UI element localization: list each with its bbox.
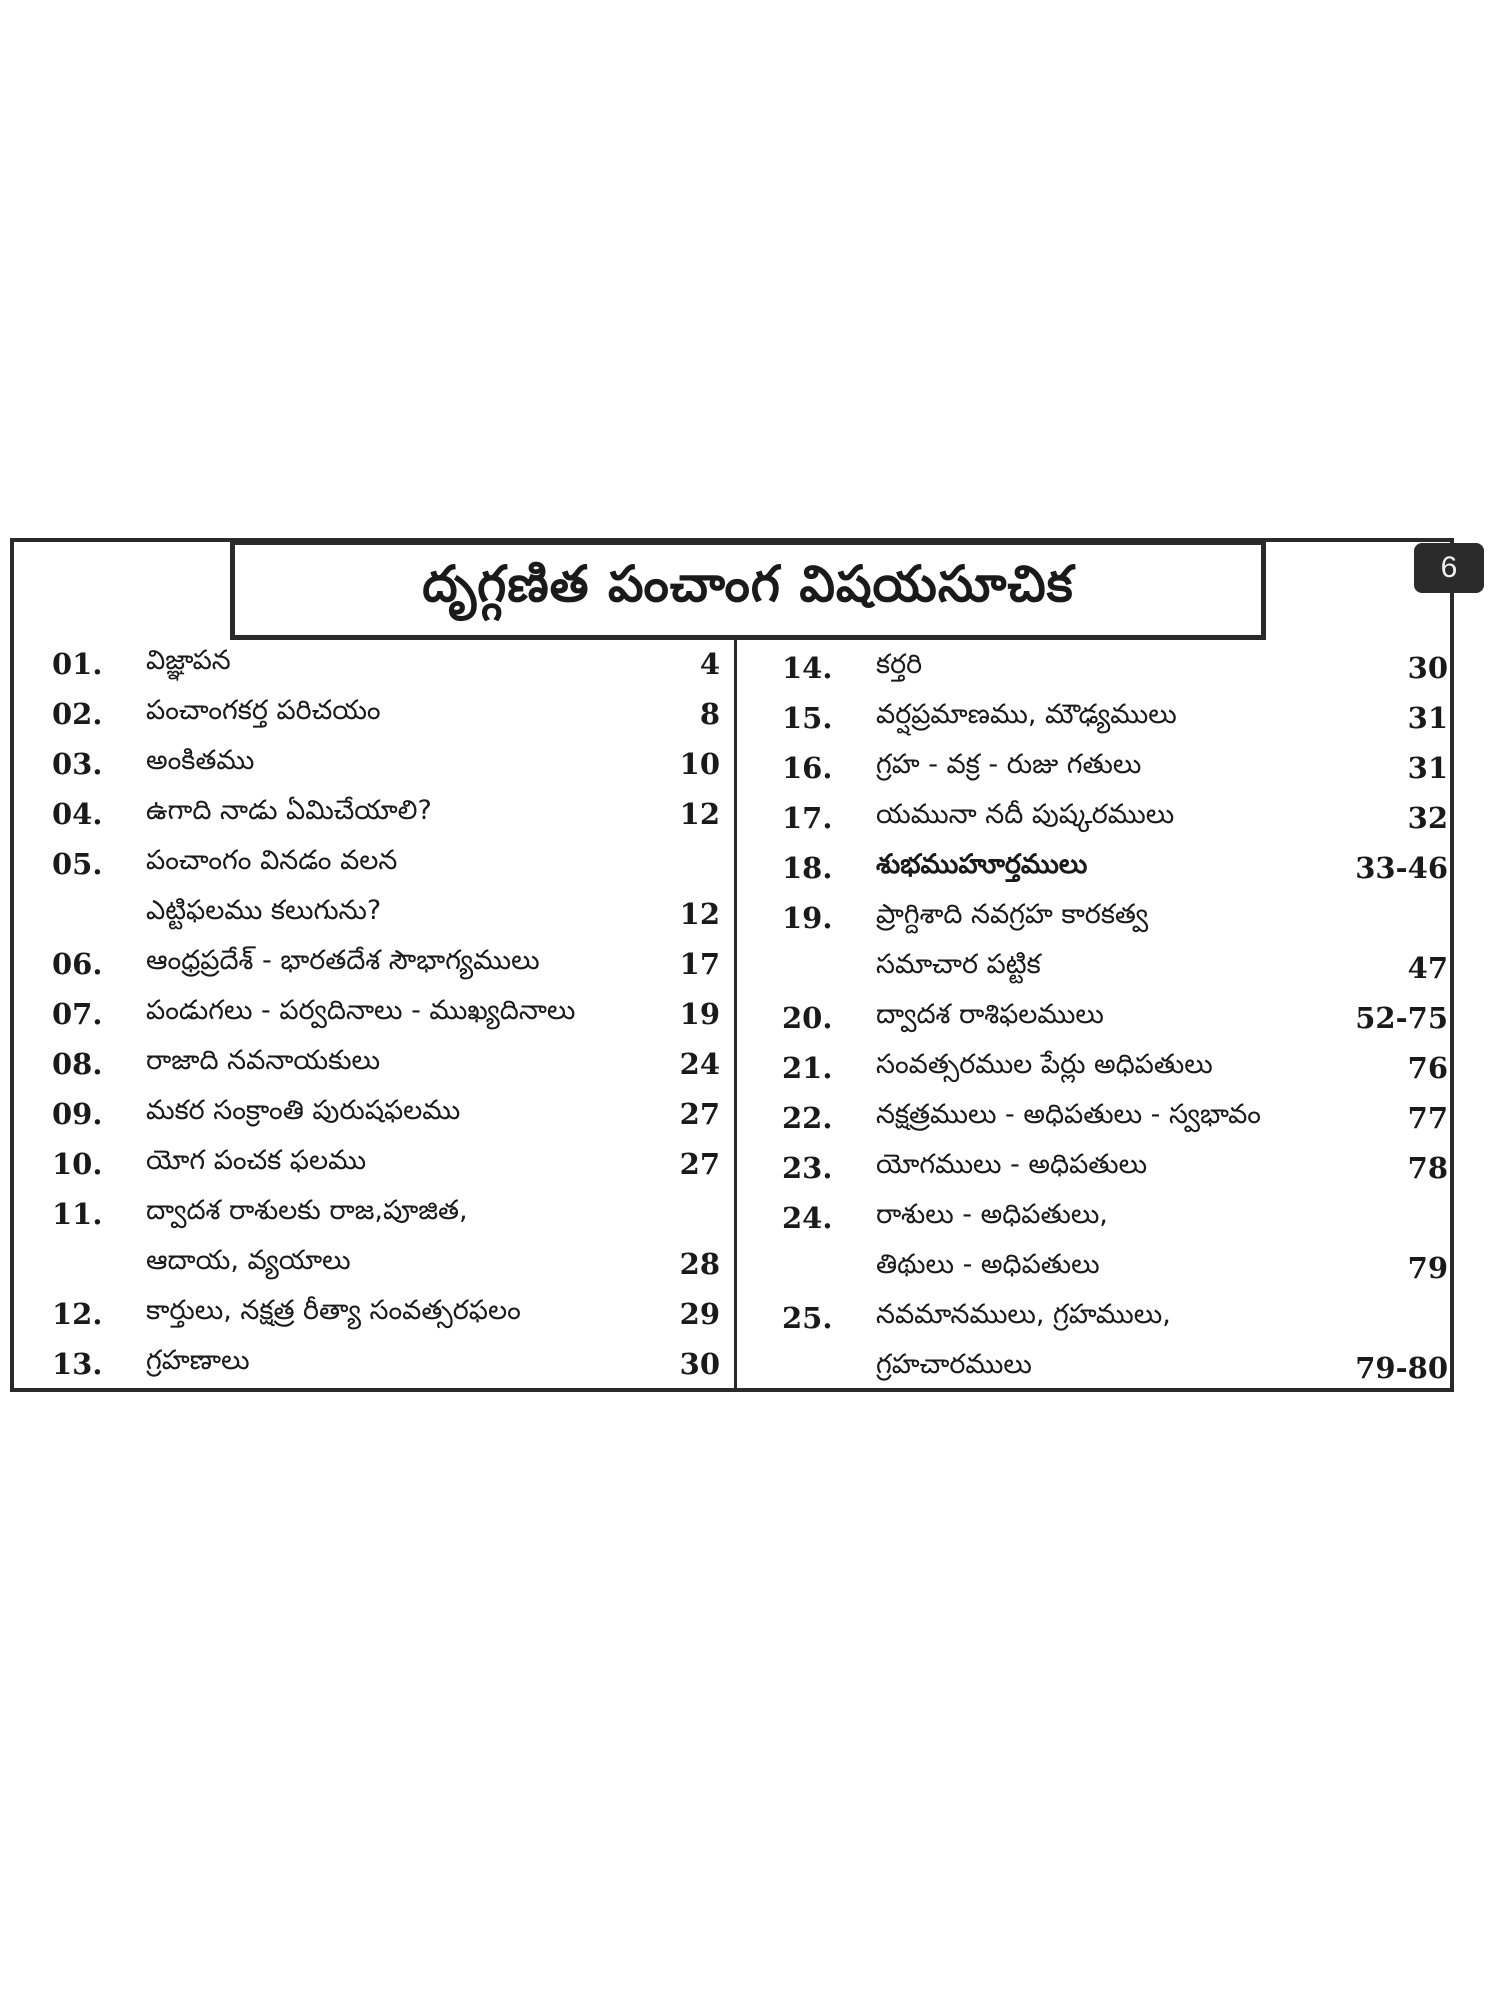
entry-page: 4 — [699, 647, 720, 681]
entry-page: 79-80 — [1355, 1351, 1448, 1385]
entry-page: 12 — [679, 797, 720, 831]
toc-entry — [782, 1094, 1448, 1142]
toc-entry — [782, 994, 1448, 1042]
entry-page: 31 — [1407, 751, 1448, 785]
entry-title: రాశులు - అధిపతులు, — [876, 1199, 1108, 1230]
entry-number: 22. — [782, 1101, 833, 1135]
toc-entry — [782, 1244, 1448, 1292]
toc-entry — [782, 644, 1448, 692]
entry-title: వర్షప్రమాణము, మౌఢ్యములు — [876, 699, 1177, 730]
entry-number: 18. — [782, 851, 833, 885]
entry-page: 78 — [1407, 1151, 1448, 1185]
toc-entry — [52, 1040, 720, 1088]
toc-entry — [52, 690, 720, 738]
toc-entry — [52, 1340, 720, 1388]
entry-title: రాజాది నవనాయకులు — [146, 1045, 381, 1076]
entry-page: 12 — [679, 897, 720, 931]
entry-page: 32 — [1407, 801, 1448, 835]
toc-entry — [782, 944, 1448, 992]
entry-title: ద్వాదశ రాశులకు రాజ,పూజిత, — [146, 1195, 468, 1226]
entry-page: 19 — [679, 997, 720, 1031]
entry-page: 17 — [679, 947, 720, 981]
entry-page: 27 — [679, 1097, 720, 1131]
toc-entry — [52, 1140, 720, 1188]
entry-page: 31 — [1407, 701, 1448, 735]
entry-title: గ్రహచారములు — [876, 1349, 1032, 1380]
toc-entry — [782, 794, 1448, 842]
entry-number: 12. — [52, 1297, 103, 1331]
entry-number: 08. — [52, 1047, 103, 1081]
entry-title: ఉగాది నాడు ఏమిచేయాలి? — [146, 795, 432, 826]
toc-entry — [52, 640, 720, 688]
entry-title: గ్రహణాలు — [146, 1345, 250, 1376]
toc-entry — [52, 740, 720, 788]
entry-number: 16. — [782, 751, 833, 785]
entry-page: 76 — [1407, 1051, 1448, 1085]
entry-title: శుభముహూర్తములు — [876, 849, 1088, 880]
entry-title: ద్వాదశ రాశిఫలములు — [876, 999, 1104, 1030]
toc-entry — [782, 744, 1448, 792]
entry-page: 52-75 — [1355, 1001, 1448, 1035]
entry-title: ఆదాయ, వ్యయాలు — [146, 1245, 351, 1276]
entry-page: 28 — [679, 1247, 720, 1281]
toc-entry — [782, 1294, 1448, 1342]
entry-number: 01. — [52, 647, 103, 681]
entry-page: 10 — [679, 747, 720, 781]
title-box — [230, 540, 1266, 640]
entry-number: 25. — [782, 1301, 833, 1335]
toc-entry — [782, 1044, 1448, 1092]
entry-number: 04. — [52, 797, 103, 831]
entry-page: 47 — [1407, 951, 1448, 985]
toc-entry — [52, 890, 720, 938]
entry-number: 03. — [52, 747, 103, 781]
toc-entry — [782, 1144, 1448, 1192]
entry-title: విజ్ఞాపన — [146, 645, 231, 676]
entry-page: 24 — [679, 1047, 720, 1081]
entry-number: 20. — [782, 1001, 833, 1035]
toc-entry — [52, 790, 720, 838]
page-number-badge: 6 — [1414, 543, 1484, 593]
entry-page: 27 — [679, 1147, 720, 1181]
toc-entry — [52, 840, 720, 888]
entry-title: మకర సంక్రాంతి పురుషఫలము — [146, 1095, 461, 1126]
entry-title: సమాచార పట్టిక — [876, 949, 1041, 980]
entry-page: 29 — [679, 1297, 720, 1331]
entry-page: 33-46 — [1355, 851, 1448, 885]
entry-title: పంచాంగం వినడం వలన — [146, 845, 398, 876]
toc-entry — [52, 990, 720, 1038]
toc-entry — [782, 694, 1448, 742]
entry-number: 10. — [52, 1147, 103, 1181]
entry-number: 19. — [782, 901, 833, 935]
toc-entry — [782, 894, 1448, 942]
toc-entry — [52, 1190, 720, 1238]
entry-number: 21. — [782, 1051, 833, 1085]
entry-title: యోగములు - అధిపతులు — [876, 1149, 1148, 1180]
entry-title: యోగ పంచక ఫలము — [146, 1145, 367, 1176]
entry-page: 77 — [1407, 1101, 1448, 1135]
entry-number: 05. — [52, 847, 103, 881]
entry-number: 11. — [52, 1197, 103, 1231]
entry-number: 13. — [52, 1347, 103, 1381]
entry-number: 06. — [52, 947, 103, 981]
entry-page: 30 — [679, 1347, 720, 1381]
entry-number: 09. — [52, 1097, 103, 1131]
toc-entry — [782, 1344, 1448, 1392]
entry-title: ప్రాగ్దిశాది నవగ్రహ కారకత్వ — [876, 899, 1149, 930]
column-divider — [734, 640, 737, 1390]
toc-entry — [52, 1090, 720, 1138]
entry-number: 02. — [52, 697, 103, 731]
entry-page: 30 — [1407, 651, 1448, 685]
entry-number: 23. — [782, 1151, 833, 1185]
entry-number: 14. — [782, 651, 833, 685]
entry-number: 15. — [782, 701, 833, 735]
entry-page: 79 — [1407, 1251, 1448, 1285]
page-title: దృగ్గణిత పంచాంగ విషయసూచిక — [422, 554, 1074, 613]
entry-title: ఎట్టిఫలము కలుగును? — [146, 895, 382, 926]
entry-title: పంచాంగకర్త పరిచయం — [146, 695, 381, 726]
entry-title: నవమానములు, గ్రహములు, — [876, 1299, 1171, 1330]
entry-number: 24. — [782, 1201, 833, 1235]
toc-entry — [782, 1194, 1448, 1242]
entry-page: 8 — [699, 697, 720, 731]
entry-title: ఆంధ్రప్రదేశ్ - భారతదేశ సౌభాగ్యములు — [146, 945, 540, 976]
entry-number: 17. — [782, 801, 833, 835]
entry-title: నక్షత్రములు - అధిపతులు - స్వభావం — [876, 1099, 1261, 1130]
entry-title: అంకితము — [146, 745, 255, 776]
toc-entry — [52, 1290, 720, 1338]
toc-entry — [782, 844, 1448, 892]
entry-title: పండుగలు - పర్వదినాలు - ముఖ్యదినాలు — [146, 995, 576, 1026]
entry-number: 07. — [52, 997, 103, 1031]
entry-title: గ్రహ - వక్ర - రుజు గతులు — [876, 749, 1142, 780]
entry-title: కార్తులు, నక్షత్ర రీత్యా సంవత్సరఫలం — [146, 1295, 521, 1326]
entry-title: యమునా నదీ పుష్కరములు — [876, 799, 1175, 830]
toc-entry — [52, 940, 720, 988]
entry-title: తిథులు - అధిపతులు — [876, 1249, 1100, 1280]
entry-title: సంవత్సరముల పేర్లు అధిపతులు — [876, 1049, 1213, 1080]
toc-entry — [52, 1240, 720, 1288]
entry-title: కర్తరి — [876, 649, 923, 680]
